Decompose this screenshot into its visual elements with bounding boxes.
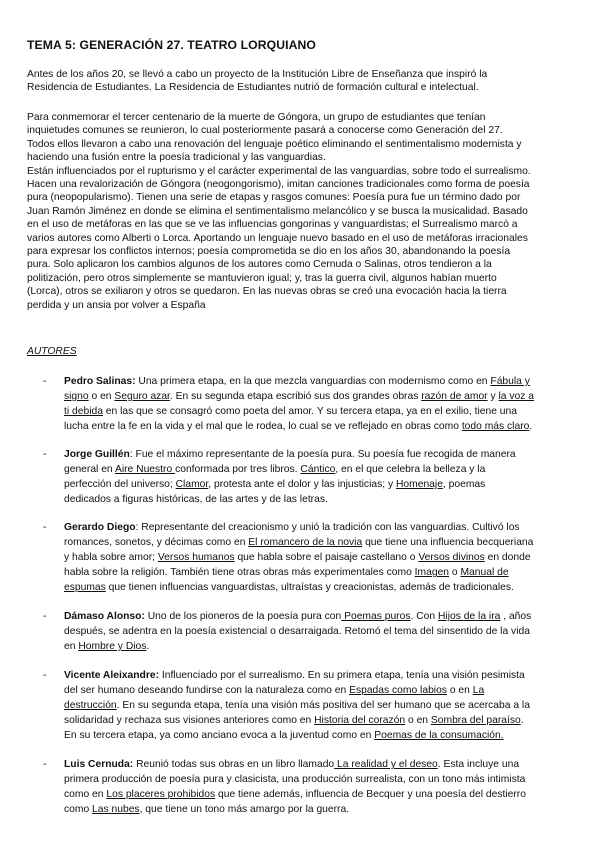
text-run: Uno de los pioneros de la poesía pura con: [144, 611, 342, 622]
work-title: signo: [64, 391, 89, 403]
text-run: , poemas: [442, 479, 486, 491]
text-line: Juan Ramón Jiménez en donde se elimina el sentimentalismo melancólico y se busca la musicalidad. Basado: [27, 205, 528, 217]
work-title: razón de amor: [421, 391, 488, 403]
text-line: Están influenciados por el rupturismo y el carácter experimental de las vanguardias, sobre todo el surrealismo.: [27, 165, 531, 177]
work-title: Hombre y Dios: [78, 641, 147, 653]
work-title: Historia del corazón: [314, 715, 406, 727]
intro-paragraph-2: [27, 111, 582, 312]
text-run: primera producción de poesía pura y clasicista, una producción surrealista, con un tono más intimista: [64, 774, 526, 786]
text-run: o: [449, 567, 461, 579]
work-title: Clamor: [175, 479, 209, 491]
text-line: Hacen una revalorización de Góngora (neogongorismo), imitan canciones tradicionales como forma de poesía: [27, 179, 530, 191]
work-title: Poemas puros: [341, 611, 411, 622]
text-run: en donde: [484, 552, 531, 564]
author-name: Jorge Guillén: [64, 449, 130, 460]
text-run: conformada por tres libros.: [175, 464, 301, 476]
text-run: . Con: [410, 611, 438, 622]
intro-paragraph-1: [27, 68, 582, 95]
work-title: Hijos de la ira: [437, 611, 501, 622]
author-name: Luis Cernuda:: [64, 759, 134, 770]
text-run: En su tercera etapa, ya como anciano evoca a la juventud como en: [64, 730, 375, 742]
text-run: que tiene una influencia becqueriana: [362, 537, 534, 549]
list-bullet: -: [43, 759, 47, 770]
page-title: TEMA 5: GENERACIÓN 27. TEATRO LORQUIANO: [27, 38, 316, 52]
work-title: todo más claro: [461, 421, 530, 433]
text-run: . En su segunda etapa escribió sus dos grandes obras: [169, 391, 422, 403]
text-run: , años: [500, 611, 532, 622]
work-title: Versos humanos: [157, 552, 235, 564]
text-run: que tienen influencias vanguardistas, ultraístas y creacionistas, además de tradicionales.: [105, 582, 514, 594]
work-title: Homenaje: [395, 479, 443, 491]
text-line: Todos ellos llevaron a cabo una renovación del lenguaje poético eliminando el sentimentalismo modernista y: [27, 138, 522, 150]
text-run: . En su segunda etapa, tenía una visión más positiva del ser humano que se acercaba a la: [116, 700, 530, 712]
work-title: destrucción: [64, 700, 117, 712]
author-name: Gerardo Diego: [64, 522, 136, 533]
work-title: La: [472, 685, 485, 697]
text-run: y: [487, 391, 499, 403]
list-bullet: -: [43, 611, 47, 622]
list-bullet: -: [43, 376, 47, 387]
list-bullet: -: [43, 449, 47, 460]
text-run: o en: [405, 715, 431, 727]
text-run: , protesta ante el dolor y las injusticias; y: [208, 479, 396, 491]
text-line: inquietudes comunes se reunieron, lo cual posteriormente pasará a conocerse como Generación del 27.: [27, 125, 503, 137]
text-run: .: [520, 715, 524, 727]
text-line: varios autores como Alberti o Lorca. Aportando un lenguaje nuevo basado en el uso de metáforas irracionales: [27, 232, 528, 244]
text-run: perfección del universo;: [64, 479, 176, 491]
text-line: en el uso de metáforas en las que se ve las influencias gongorinas y vanguardistas; el Surrealismo marcó a: [27, 219, 518, 231]
work-title: La realidad y el deseo: [334, 759, 438, 770]
text-run: general en: [64, 464, 115, 476]
text-run: romances, sonetos, y décimas como en: [64, 537, 249, 549]
text-run: dedicados a figuras históricas, de las artes y de las letras.: [64, 494, 328, 506]
work-title: Cántico: [300, 464, 336, 476]
text-run: Influenciado por el surrealismo. En su primera etapa, tenía una visión pesimista: [159, 670, 525, 681]
text-line: pura. Solo aplicaron los cambios algunos de los autores como Cernuda o Salinas, otros tendieron a la: [27, 259, 492, 271]
text-run: : Representante del creacionismo y unió la tradición con las vanguardias. Cultivó los: [135, 522, 520, 533]
author-name: Dámaso Alonso:: [64, 611, 145, 622]
work-title: Sombra del paraíso: [430, 715, 521, 727]
text-run: Reunió todas sus obras en un libro llamado: [133, 759, 335, 770]
work-title: El romancero de la novia: [248, 537, 363, 549]
text-line: para expresar los conflictos internos; poesía comprometida se dio en los años 30, abandonando la poesía: [27, 246, 511, 258]
text-run: Una primera etapa, en la que mezcla vanguardias con modernismo como en: [135, 376, 491, 387]
text-run: solidaridad y rechaza sus visiones anteriores como en: [64, 715, 315, 727]
work-title: la voz a: [498, 391, 534, 403]
work-title: Espadas como labios: [349, 685, 447, 697]
text-line: pura (neopopularismo). Tienen una serie de etapas y rasgos comunes: Poesía pura fue un término dado por: [27, 192, 521, 204]
author-name: Vicente Aleixandre:: [64, 670, 159, 681]
work-title: Versos divinos: [418, 552, 485, 564]
work-title: Manual de: [460, 567, 509, 579]
work-title: Las nubes: [92, 804, 140, 816]
text-line: haciendo una fusión entre la poesía tradicional y las vanguardias.: [27, 152, 326, 164]
text-run: habla sobre la religión. También tiene otras obras más experimentales como: [64, 567, 415, 579]
work-title: Los placeres prohibidos: [106, 789, 216, 801]
text-run: después, se adentra en la poesía existencial o desarraigada. Retomó el tema del sinsentido de la vida: [64, 626, 530, 638]
text-run: , que tiene un tono más amargo por la guerra.: [139, 804, 350, 816]
text-run: o en: [88, 391, 115, 403]
autores-heading: AUTORES: [27, 346, 77, 357]
text-run: .: [529, 421, 533, 433]
author-name: Pedro Salinas:: [64, 376, 136, 387]
list-bullet: -: [43, 522, 47, 533]
work-title: Aire Nuestro: [114, 464, 176, 476]
text-run: del ser humano deseando fundirse con la naturaleza como en: [64, 685, 350, 697]
text-line: Antes de los años 20, se llevó a cabo un proyecto de la Institución Libre de Enseñanza que inspiró la: [27, 69, 488, 80]
text-run: o en: [446, 685, 473, 697]
text-run: como en: [64, 789, 107, 801]
text-run: : Fue el máximo representante de la poesía pura. Su poesía fue recogida de manera: [129, 449, 516, 460]
text-line: perdida y un ansia por volver a España: [27, 299, 206, 311]
work-title: ti debida: [64, 406, 103, 418]
text-run: y habla sobre amor;: [64, 552, 158, 564]
text-run: , en el que celebra la belleza y la: [335, 464, 486, 476]
work-title: Fábula y: [490, 376, 530, 387]
text-run: que habla sobre el paisaje castellano o: [234, 552, 419, 564]
text-run: que tiene además, influencia de Becquer y una poesía del destierro: [215, 789, 526, 801]
text-line: Residencia de Estudiantes. La Residencia de Estudiantes nutrió de formación cultural e intelectual.: [27, 82, 479, 94]
text-run: .: [146, 641, 150, 653]
text-run: en: [64, 641, 79, 653]
work-title: Seguro azar: [114, 391, 170, 403]
work-title: Poemas de la consumación.: [374, 730, 504, 742]
list-bullet: -: [43, 670, 47, 681]
text-run: como: [64, 804, 93, 816]
text-run: . Esta incluye una: [437, 759, 520, 770]
text-line: politización, pero otros simplemente se mantuvieron igual; y, tras la guerra civil, algunos habían muerto: [27, 272, 497, 284]
text-line: (Lorca), otros se exiliaron y otros se quedaron. En las nuevas obras se creó una evocación hacia la tierra: [27, 286, 507, 298]
text-line: Para conmemorar el tercer centenario de la muerte de Góngora, un grupo de estudiantes que tenían: [27, 112, 486, 123]
text-run: en las que se consagró como poeta del amor. Y su tercera etapa, ya en el exilio, tiene una: [102, 406, 517, 418]
work-title: espumas: [64, 582, 106, 594]
work-title: Imagen: [414, 567, 450, 579]
text-run: lucha entre la fe en la vida y el mal que le rodea, lo cual se ve reflejado en obras como: [64, 421, 462, 433]
